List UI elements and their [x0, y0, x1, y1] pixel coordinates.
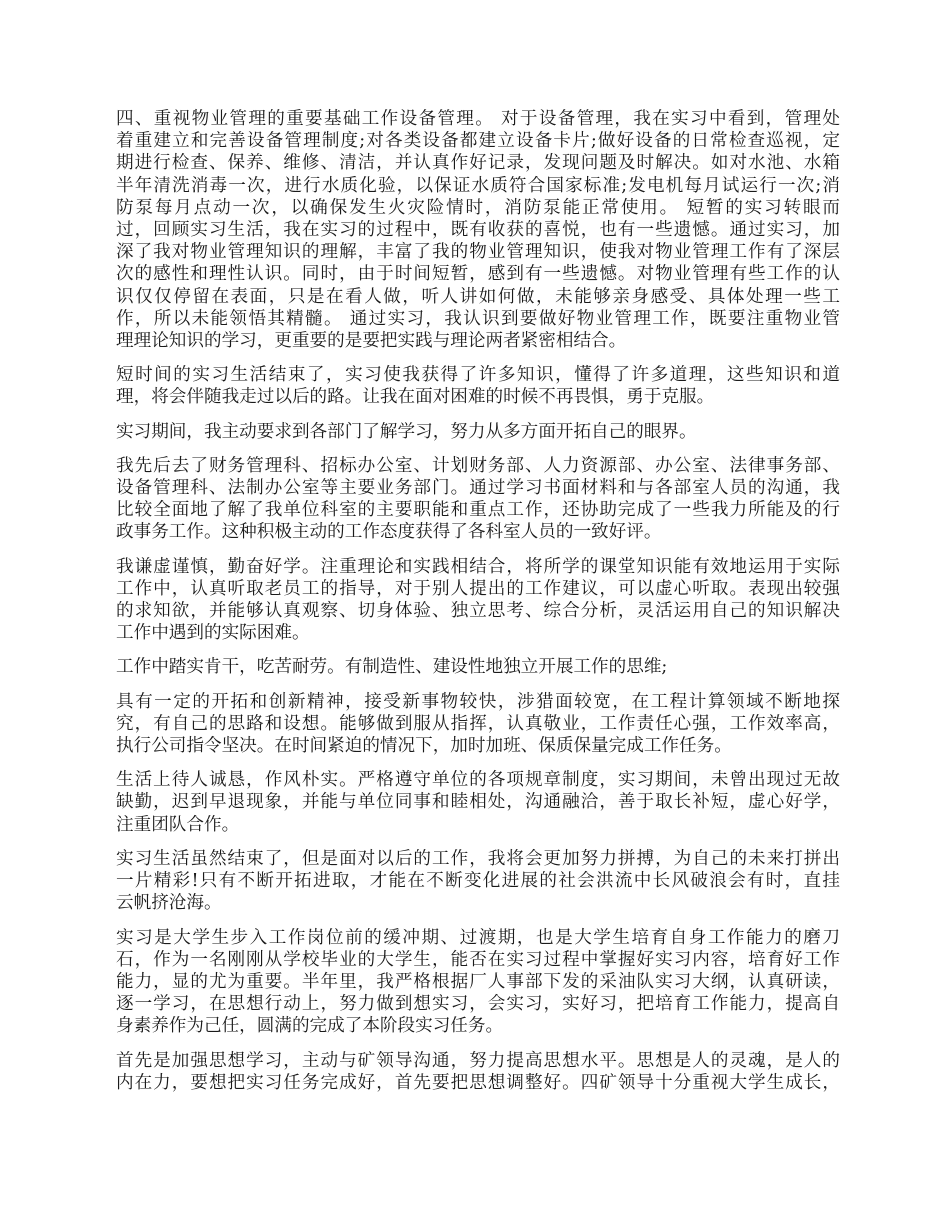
text-line: 实习是大学生步入工作岗位前的缓冲期、过渡期，也是大学生培育自身工作能力的磨刀	[116, 927, 840, 948]
paragraph	[116, 656, 840, 678]
text-line: 具有一定的开拓和创新精神，接受新事物较快，涉猎面较宽，在工程计算领域不断地探	[116, 691, 840, 712]
text-line: 工作中遇到的实际困难。	[116, 623, 310, 644]
text-line: 实习生活虽然结束了，但是面对以后的工作，我将会更加努力拼搏，为自己的未来打拼出	[116, 848, 840, 869]
text-line: 首先是加强思想学习，主动与矿领导沟通，努力提高思想水平。思想是人的灵魂，是人的	[116, 1050, 840, 1071]
text-line: 理，将会伴随我走过以后的路。让我在面对困难的时候不再畏惧，勇于克服。	[116, 387, 715, 408]
text-line: 四、重视物业管理的重要基础工作设备管理。 对于设备管理，我在实习中看到，管理处	[116, 109, 840, 129]
text-line: 期进行检查、保养、维修、清洁，并认真作好记录，发现问题及时解决。如对水池、水箱	[116, 153, 840, 174]
paragraph	[116, 927, 840, 1038]
text-line: 理理论知识的学习，更重要的是要把实践与理论两者紧密相结合。	[116, 331, 627, 352]
text-line: 工作中，认真听取老员工的指导，对于别人提出的工作建议，可以虚心听取。表现出较强	[116, 578, 840, 599]
text-line: 一片精彩!只有不断开拓进取，才能在不断变化进展的社会洪流中长风破浪会有时，直挂	[116, 871, 840, 892]
text-line: 半年清洗消毒一次，进行水质化验，以保证水质符合国家标准;发电机每月试运行一次;消	[116, 175, 840, 196]
text-line: 设备管理科、法制办公室等主要业务部门。通过学习书面材料和与各部室人员的沟通，我	[116, 478, 840, 499]
paragraph	[116, 1050, 840, 1094]
text-line: 作，所以未能领悟其精髓。 通过实习，我认识到要做好物业管理工作，既要注重物业管	[116, 308, 840, 329]
paragraph	[116, 421, 840, 443]
paragraph	[116, 769, 840, 836]
paragraph	[116, 556, 840, 645]
text-line: 内在力，要想把实习任务完成好，首先要把思想调整好。四矿领导十分重视大学生成长，	[116, 1072, 840, 1093]
text-line: 我谦虚谨慎，勤奋好学。注重理论和实践相结合，将所学的课堂知识能有效地运用于实际	[116, 556, 840, 577]
paragraph	[116, 691, 840, 758]
text-line: 深了我对物业管理知识的理解，丰富了我的物业管理知识，使我对物业管理工作有了深层	[116, 242, 840, 263]
text-line: 我先后去了财务管理科、招标办公室、计划财务部、人力资源部、办公室、法律事务部、	[116, 455, 840, 476]
text-line: 的求知欲，并能够认真观察、切身体验、独立思考、综合分析，灵活运用自己的知识解决	[116, 601, 840, 622]
paragraph	[116, 848, 840, 915]
text-line: 次的感性和理性认识。同时，由于时间短暂，感到有一些遗憾。对物业管理有些工作的认	[116, 264, 840, 285]
text-line: 过，回顾实习生活，我在实习的过程中，既有收获的喜悦，也有一些遗憾。通过实习，加	[116, 220, 840, 241]
text-line: 石，作为一名刚刚从学校毕业的大学生，能否在实习过程中掌握好实习内容，培育好工作	[116, 949, 840, 970]
text-line: 政事务工作。这种积极主动的工作态度获得了各科室人员的一致好评。	[116, 522, 662, 543]
paragraph	[116, 455, 840, 544]
text-line: 能力，显的尤为重要。半年里，我严格根据厂人事部下发的采油队实习大纲，认真研读，	[116, 971, 840, 992]
text-line: 缺勤，迟到早退现象，并能与单位同事和睦相处，沟通融洽，善于取长补短，虚心好学，	[116, 792, 840, 813]
text-line: 识仅仅停留在表面，只是在看人做，听人讲如何做，未能够亲身感受、具体处理一些工	[116, 286, 840, 307]
text-line: 注重团队合作。	[116, 814, 240, 835]
text-line: 实习期间，我主动要求到各部门了解学习，努力从多方面开拓自己的眼界。	[116, 421, 697, 442]
text-line: 短时间的实习生活结束了，实习使我获得了许多知识，懂得了许多道理，这些知识和道	[116, 365, 840, 386]
text-line: 工作中踏实肯干，吃苦耐劳。有制造性、建设性地独立开展工作的思维;	[116, 657, 668, 678]
text-line: 着重建立和完善设备管理制度;对各类设备都建立设备卡片;做好设备的日常检查巡视，定	[116, 131, 840, 152]
text-line: 执行公司指令坚决。在时间紧迫的情况下，加时加班、保质保量完成工作任务。	[116, 736, 732, 757]
text-line: 防泵每月点动一次，以确保发生火灾险情时，消防泵能正常使用。 短暂的实习转眼而	[116, 197, 840, 218]
text-line: 身素养作为己任，圆满的完成了本阶段实习任务。	[116, 1016, 504, 1037]
paragraph	[116, 364, 840, 408]
paragraph	[116, 108, 840, 352]
document-body	[116, 108, 840, 1106]
text-line: 比较全面地了解了我单位科室的主要职能和重点工作，还协助完成了一些我力所能及的行	[116, 500, 840, 521]
text-line: 云帆挤沧海。	[116, 893, 222, 914]
text-line: 生活上待人诚恳，作风朴实。严格遵守单位的各项规章制度，实习期间，未曾出现过无故	[116, 770, 840, 791]
text-line: 逐一学习，在思想行动上，努力做到想实习，会实习，实好习，把培育工作能力，提高自	[116, 994, 840, 1015]
text-line: 究，有自己的思路和设想。能够做到服从指挥，认真敬业，工作责任心强，工作效率高，	[116, 713, 840, 734]
